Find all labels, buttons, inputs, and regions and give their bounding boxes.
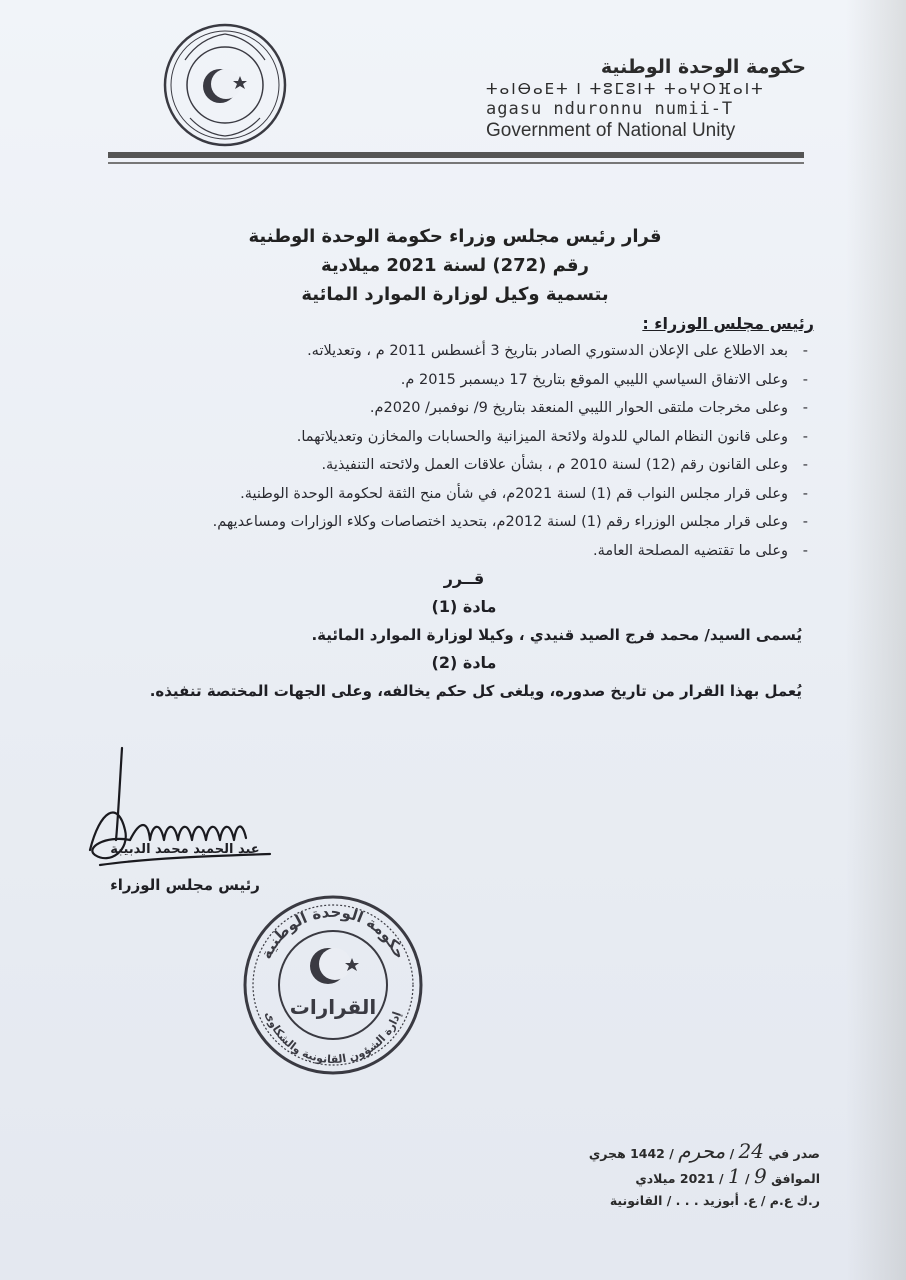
stamp-ring-top: حكومة الوحدة الوطنية — [256, 902, 410, 962]
preamble-list — [114, 337, 814, 565]
article-1-text: يُسمى السيد/ محمد فرج الصيد قنيدي ، وكيلا لوزارة الموارد المائية. — [311, 626, 802, 644]
government-name-latin-tamazight: agasu nduronnu numii-T — [486, 99, 734, 119]
reference-line: ر.ك ع.م / ع. أبوزيد . . . / القانونية — [609, 1193, 820, 1208]
preamble-item: - وعلى قانون النظام المالي للدولة ولائحة الميزانية والحسابات والمخازن وتعديلاتهما. — [114, 423, 814, 452]
decisions-stamp-icon — [240, 892, 426, 1078]
preamble-item: - وعلى مخرجات ملتقى الحوار الليبي المنعقد بتاريخ 9/ نوفمبر/ 2020م. — [114, 394, 814, 423]
preamble-item: - وعلى القانون رقم (12) لسنة 2010 م ، بشأن علاقات العمل ولائحته التنفيذية. — [114, 451, 814, 480]
title-line-1: قرار رئيس مجلس وزراء حكومة الوحدة الوطنية — [248, 226, 662, 247]
preamble-item: - وعلى قرار مجلس الوزراء رقم (1) لسنة 2012م، بتحديد اختصاصات وكلاء الوزارات ومساعديهم. — [114, 508, 814, 537]
stamp-center-label: القرارات — [289, 995, 377, 1019]
article-1-heading: مادة (1) — [431, 597, 497, 616]
preamble-item: - وعلى ما تقتضيه المصلحة العامة. — [114, 537, 814, 566]
decided-heading: قــرر — [443, 569, 485, 588]
chairman-heading: رئيس مجلس الوزراء : — [642, 314, 814, 333]
greg-month: 1 — [727, 1164, 741, 1188]
greg-day: 9 — [753, 1164, 767, 1188]
government-seal-icon — [160, 20, 290, 150]
government-name-english: Government of National Unity — [486, 120, 736, 141]
issued-day: 24 — [738, 1139, 764, 1163]
hijri-year: 1442 هجري — [588, 1146, 665, 1161]
issue-date-block — [520, 1140, 820, 1212]
issued-month: محرم — [678, 1139, 726, 1163]
corresponding-line: الموافق 9 / 1 / 2021 ميلادي — [635, 1164, 820, 1188]
greg-year: 2021 ميلادي — [635, 1171, 715, 1186]
preamble-item: - وعلى قرار مجلس النواب قم (1) لسنة 2021م، في شأن منح الثقة لحكومة الوحدة الوطنية. — [114, 480, 814, 509]
preamble-item: - بعد الاطلاع على الإعلان الدستوري الصادر بتاريخ 3 أغسطس 2011 م ، وتعديلاته. — [114, 337, 814, 366]
stamp-ring-bottom: إدارة الشؤون القانونية والشكاوى — [262, 1009, 404, 1067]
signer-name: عبد الحميد محمد الدبيبة — [110, 842, 260, 857]
header-divider-thin — [108, 162, 804, 164]
header-divider-thick — [108, 152, 804, 158]
decision-body — [114, 314, 814, 705]
government-header — [486, 56, 806, 142]
page-edge-shadow — [846, 0, 906, 1280]
article-2-text: يُعمل بهذا القرار من تاريخ صدوره، ويلغى كل حكم يخالفه، وعلى الجهات المختصة تنفيذه. — [149, 682, 802, 700]
article-2-heading: مادة (2) — [431, 653, 497, 672]
decision-title — [180, 222, 730, 309]
corresponding-label: الموافق — [771, 1171, 820, 1186]
title-line-2: رقم (272) لسنة 2021 ميلادية — [321, 255, 589, 276]
government-name-arabic: حكومة الوحدة الوطنية — [600, 56, 806, 78]
issued-line: صدر في 24 / محرم / 1442 هجري — [588, 1139, 820, 1163]
government-name-tifinagh: ⵜⴰⵏⴱⴰⴹⵜ ⵏ ⵜⵓⵎⵓⵏⵜ ⵜⴰⵖⵔⴼⴰⵏⵜ — [486, 80, 765, 98]
title-line-3: بتسمية وكيل لوزارة الموارد المائية — [301, 284, 609, 305]
preamble-item: - وعلى الاتفاق السياسي الليبي الموقع بتاريخ 17 ديسمبر 2015 م. — [114, 366, 814, 395]
signer-title: رئيس مجلس الوزراء — [110, 876, 260, 894]
issued-label: صدر في — [768, 1146, 820, 1161]
